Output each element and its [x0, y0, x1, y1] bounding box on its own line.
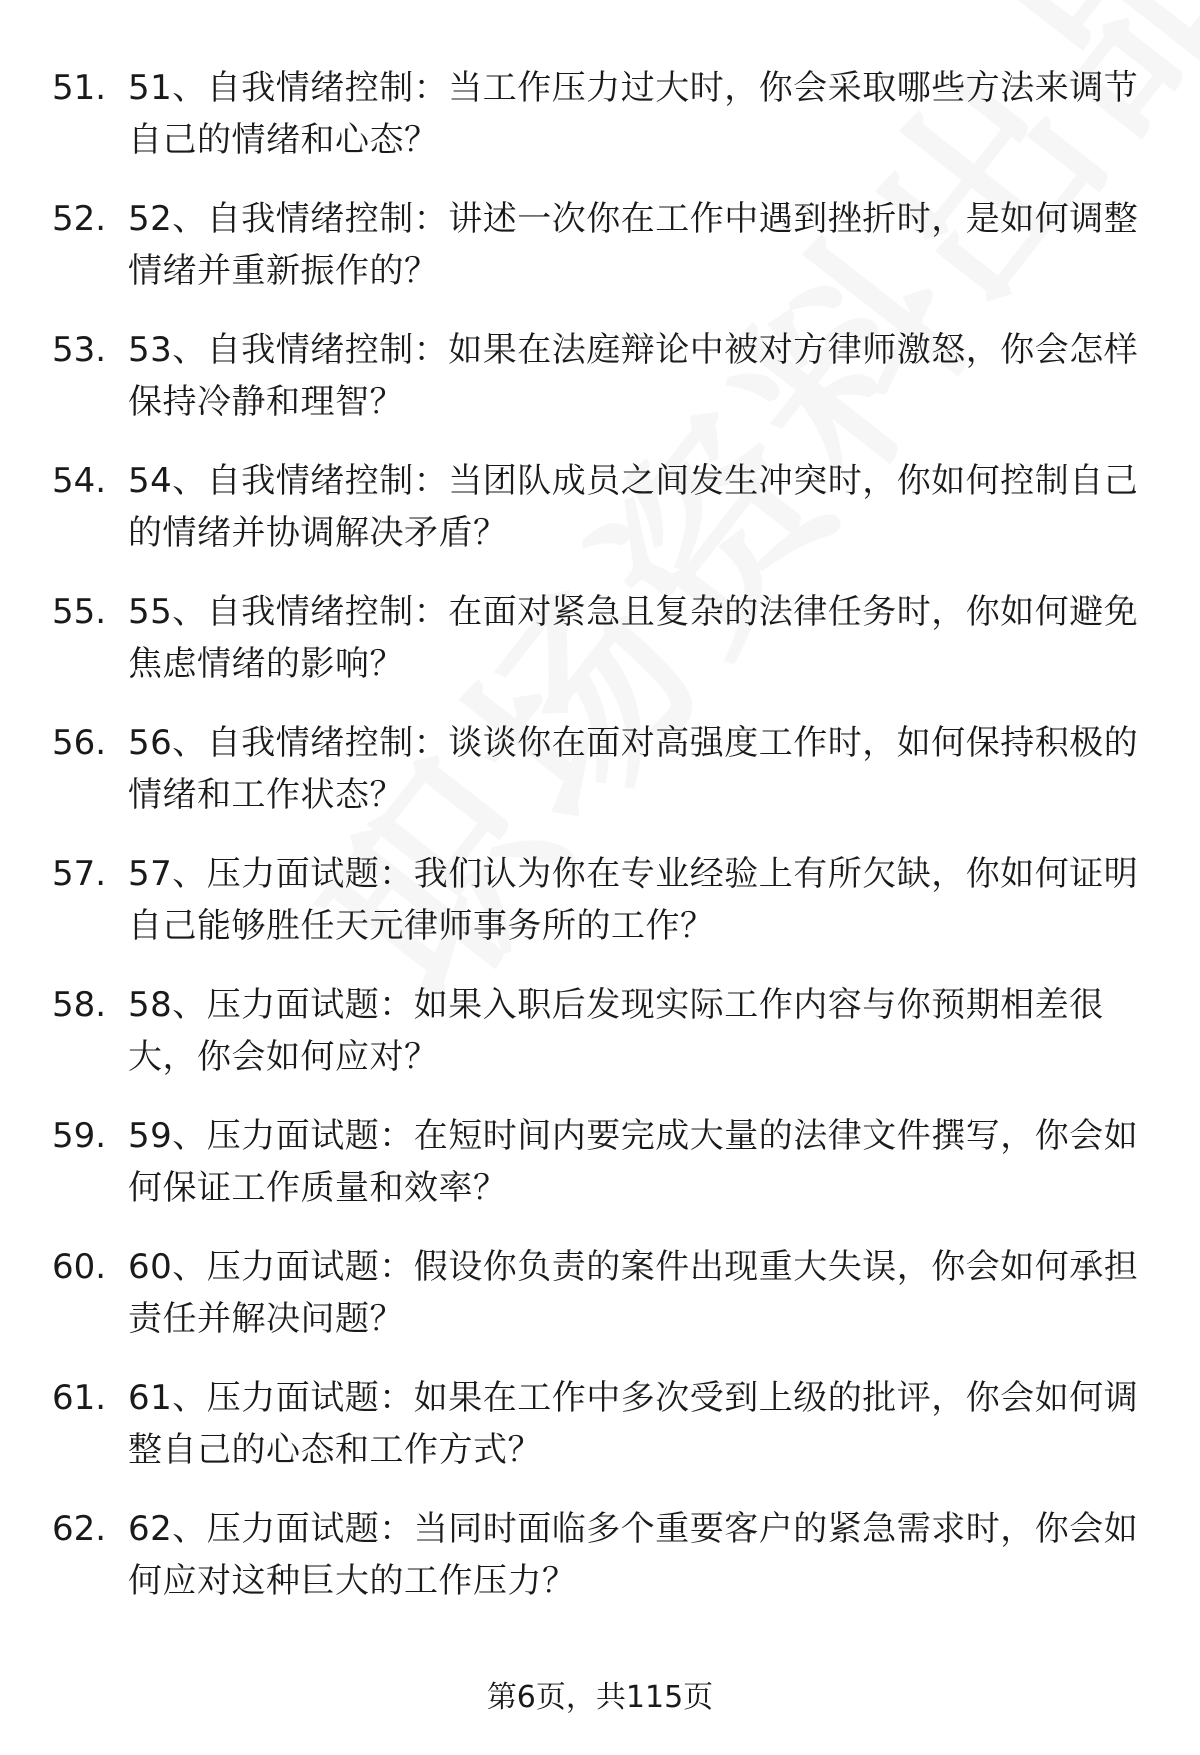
list-item: [52, 62, 1152, 193]
list-item-number: 54.: [52, 461, 107, 501]
list-item-text: 55、自我情绪控制：在面对紧急且复杂的法律任务时，你如何避免焦虑情绪的影响？: [128, 592, 1139, 684]
list-item-number: 57.: [52, 854, 107, 894]
list-item: [52, 455, 1152, 586]
list-item: [52, 848, 1152, 979]
list-item-number: 59.: [52, 1116, 107, 1156]
list-item: [52, 1503, 1152, 1634]
list-item-number: 58.: [52, 985, 107, 1025]
list-item-number: 56.: [52, 723, 107, 763]
question-list: [52, 62, 1152, 1634]
list-item: [52, 1110, 1152, 1241]
list-item-text: 57、压力面试题：我们认为你在专业经验上有所欠缺，你如何证明自己能够胜任天元律师事务所的工作？: [128, 854, 1139, 946]
list-item-text: 58、压力面试题：如果入职后发现实际工作内容与你预期相差很大，你会如何应对？: [128, 985, 1104, 1077]
list-item-text: 51、自我情绪控制：当工作压力过大时，你会采取哪些方法来调节自己的情绪和心态？: [128, 68, 1139, 160]
list-item-text: 60、压力面试题：假设你负责的案件出现重大失误，你会如何承担责任并解决问题？: [128, 1247, 1139, 1339]
list-item-number: 62.: [52, 1509, 107, 1549]
list-item-text: 62、压力面试题：当同时面临多个重要客户的紧急需求时，你会如何应对这种巨大的工作压力？: [128, 1509, 1139, 1601]
list-item-number: 53.: [52, 330, 107, 370]
list-item-text: 61、压力面试题：如果在工作中多次受到上级的批评，你会如何调整自己的心态和工作方式？: [128, 1378, 1139, 1470]
list-item-text: 53、自我情绪控制：如果在法庭辩论中被对方律师激怒，你会怎样保持冷静和理智？: [128, 330, 1139, 422]
list-item-number: 51.: [52, 68, 107, 108]
list-item-text: 56、自我情绪控制：谈谈你在面对高强度工作时，如何保持积极的情绪和工作状态？: [128, 723, 1139, 815]
list-item-number: 60.: [52, 1247, 107, 1287]
list-item: [52, 1372, 1152, 1503]
list-item: [52, 717, 1152, 848]
list-item: [52, 979, 1152, 1110]
page-footer: 第6页，共115页: [486, 1680, 714, 1715]
list-item: [52, 193, 1152, 324]
list-item: [52, 586, 1152, 717]
list-item-number: 55.: [52, 592, 107, 632]
list-item-number: 52.: [52, 199, 107, 239]
list-item: [52, 1241, 1152, 1372]
list-item-number: 61.: [52, 1378, 107, 1418]
list-item-text: 54、自我情绪控制：当团队成员之间发生冲突时，你如何控制自己的情绪并协调解决矛盾？: [128, 461, 1139, 553]
list-item-text: 59、压力面试题：在短时间内要完成大量的法律文件撰写，你会如何保证工作质量和效率？: [128, 1116, 1139, 1208]
list-item: [52, 324, 1152, 455]
list-item-text: 52、自我情绪控制：讲述一次你在工作中遇到挫折时，是如何调整情绪并重新振作的？: [128, 199, 1139, 291]
